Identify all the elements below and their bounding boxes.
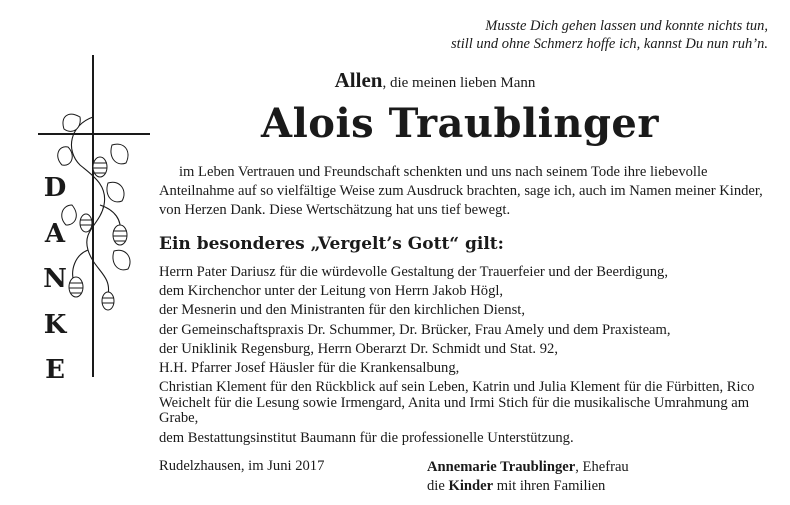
signer-name: Annemarie Traublinger	[427, 459, 576, 475]
signature-line-widow	[427, 458, 629, 477]
address-suffix: , die meinen lieben Mann	[382, 75, 536, 91]
thanks-item: H.H. Pfarrer Josef Häusler für die Krankensalbung,	[159, 360, 460, 377]
danke-letter: N	[43, 264, 67, 294]
place-date: Rudelzhausen, im Juni 2017	[159, 458, 325, 474]
thanks-item: dem Bestattungsinstitut Baumann für die professionelle Unterstützung.	[159, 430, 574, 446]
motto-line: Musste Dich gehen lassen und konnte nichts tun,	[485, 18, 768, 34]
family-suffix: mit ihren Familien	[493, 478, 606, 494]
danke-letter: D	[43, 173, 67, 203]
signer-role: , Ehefrau	[575, 459, 629, 475]
thanks-list	[159, 263, 774, 448]
thanks-item: der Gemeinschaftspraxis Dr. Schummer, Dr. Brücker, Frau Amely und dem Praxisteam,	[159, 321, 671, 338]
family-children: Kinder	[448, 478, 494, 494]
thanks-item: Herrn Pater Dariusz für die würdevolle Gestaltung der Trauerfeier und der Beerdigung,	[159, 264, 668, 280]
thanks-heading: Ein besonderes „Vergelt’s Gott“ gilt:	[159, 234, 504, 254]
intro-paragraph: im Leben Vertrauen und Freundschaft schenkten und uns nach seinem Tode ihre liebevolle Anteilnahme auf so vielfältige Weise zum Ausdruck brachten, sage ich, auch im Namen meiner Kinder, von Herzen Dank. Diese Wertschätzung hat uns tief bewegt.	[159, 164, 763, 218]
thanks-item: der Mesnerin und den Ministranten für den kirchlichen Dienst,	[159, 302, 525, 319]
danke-letter: E	[45, 355, 65, 385]
danke-letter: K	[43, 309, 67, 340]
motto-verse	[451, 17, 768, 53]
thanks-item: der Uniklinik Regensburg, Herrn Oberarzt Dr. Schmidt und Stat. 92,	[159, 340, 558, 357]
address-line	[0, 68, 790, 93]
signature-line-family	[427, 477, 629, 496]
danke-vertical	[40, 172, 70, 400]
deceased-name: Alois Traublinger	[261, 100, 659, 147]
address-word: Allen	[334, 68, 383, 92]
signature-block	[427, 458, 629, 496]
family-prefix: die	[427, 478, 449, 494]
motto-line: still und ohne Schmerz hoffe ich, kannst Du nun ruh’n.	[451, 36, 768, 52]
thanks-item: dem Kirchenchor unter der Leitung von Herrn Jakob Högl,	[159, 283, 504, 300]
danke-letter: A	[44, 218, 66, 249]
thanks-item: Christian Klement für den Rückblick auf sein Leben, Katrin und Julia Klement für die Fürbitten, Rico Weichelt für die Lesung sowie Irmengard, Anita und Irmi Stich für die musikalische Umrahmung am Grabe,	[159, 379, 755, 427]
